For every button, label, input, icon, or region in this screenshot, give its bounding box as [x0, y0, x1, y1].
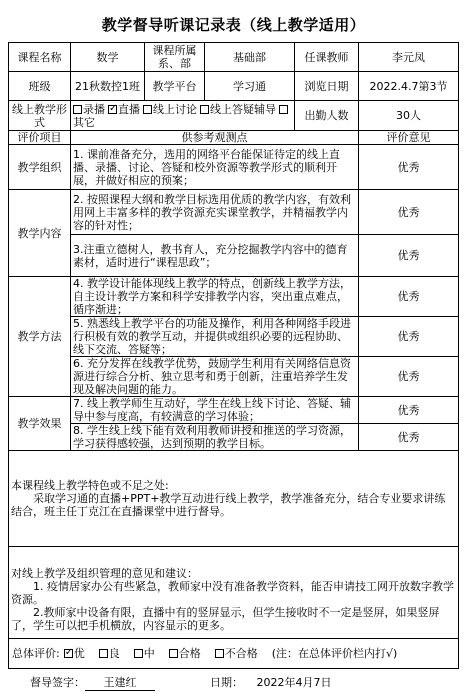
features-text: 采取学习通的直播+PPT+教学互动进行线上教学，教学准备充分，结合专业要求讲练结合，班主任丁克江在直播课堂中进行督导。	[11, 492, 446, 518]
eval-opinion-header: 评价意见	[359, 131, 459, 145]
features-label: 本课程线上教学特色或不足之处:	[11, 479, 169, 492]
eval-grade[interactable]: 优秀	[359, 235, 459, 277]
overall-option-label: 中	[143, 646, 155, 660]
eval-grade[interactable]: 优秀	[359, 145, 459, 190]
overall-option-label: 合格	[178, 646, 201, 660]
checkbox-icon[interactable]	[64, 649, 73, 658]
date-label: 浏览日期	[295, 72, 359, 101]
dept-label: 课程所属系、部	[145, 43, 205, 72]
eval-category: 教学组织	[9, 145, 71, 190]
checkbox-icon[interactable]	[215, 649, 224, 658]
dept-value: 基础部	[205, 43, 295, 72]
class-label: 班级	[9, 72, 71, 101]
eval-item-header: 评价项目	[9, 131, 71, 145]
eval-row	[9, 424, 459, 451]
eval-observation: 3.注重立德树人，教书育人，充分挖掘教学内容中的德育素材，适时进行“课程思政”；	[71, 235, 359, 277]
eval-grade[interactable]: 优秀	[359, 277, 459, 317]
overall-option-label: 不合格	[224, 646, 258, 660]
sign-date-label: 日期：	[210, 676, 243, 689]
course-name-value: 数学	[71, 43, 145, 72]
class-value: 21秋数控1班	[71, 72, 145, 101]
overall-options	[64, 647, 272, 660]
eval-row	[9, 145, 459, 190]
eval-category: 教学方法	[9, 277, 71, 397]
sign-date	[210, 674, 332, 690]
evaluation-form	[8, 42, 459, 669]
checkbox-icon[interactable]	[169, 649, 178, 658]
form-options	[71, 101, 295, 131]
eval-grade[interactable]: 优秀	[359, 357, 459, 397]
supervisor-name[interactable]: 王建红	[85, 674, 155, 691]
eval-observation: 2. 按照课程大纲和教学目标选用优质的教学内容，有效利用网上丰富多样的教学资源充实课堂教学，并精福教学内容的针对性；	[71, 190, 359, 235]
form-label: 线上教学形式	[9, 101, 71, 131]
suggestion-item: 1. 疫情居家办公有些紧急，教师家中没有准备教学资料，能否申请技工网开放数字教学资源。	[11, 580, 454, 606]
overall-option-label: 优	[73, 646, 85, 660]
overall-option[interactable]	[134, 647, 155, 660]
overall-option-label: 良	[108, 646, 120, 660]
eval-row	[9, 397, 459, 424]
features-section	[9, 451, 459, 547]
platform-label: 教学平台	[145, 72, 205, 101]
eval-observation: 7. 线上教学师生互动好，学生在线上线下讨论、答疑、辅导中参与度高，有较满意的学习体验；	[71, 397, 359, 424]
platform-value: 学习通	[205, 72, 295, 101]
eval-ref-header: 供参考观测点	[71, 131, 359, 145]
overall-note: (注：在总体评价栏内打√)	[271, 646, 398, 660]
eval-grade[interactable]: 优秀	[359, 397, 459, 424]
suggestion-item: 2.教师家中设备有限，直播中有的竖屏显示，但学生接收时不一定是竖屏，如果竖屏了，学生可以把手机横放，内容显示的更多。	[11, 606, 440, 632]
attendance-label: 出勤人数	[295, 101, 359, 131]
form-option-label: 直播	[118, 102, 140, 116]
form-option-label: 录播	[83, 102, 105, 116]
eval-observation: 1. 课前准备充分，选用的网络平台能保证待定的线上直播、录播、讨论、答疑和校外资源等教学形式的顺利开展，并做好相应的预案；	[71, 145, 359, 190]
eval-observation: 8. 学生线上线下能有效利用教师讲授和推送的学习资源，学习获得感较强，达到预期的教学目标。	[71, 424, 359, 451]
checkbox-icon[interactable]	[73, 105, 82, 114]
checkbox-icon[interactable]	[99, 649, 108, 658]
eval-observation: 6. 充分发挥在线教学优势，鼓励学生利用有关网络信息资源进行综合分析、独立思考和勇于创新，注重培养学生发现及解决问题的能力。	[71, 357, 359, 397]
checkbox-icon[interactable]	[200, 105, 209, 114]
eval-category: 教学内容	[9, 190, 71, 277]
overall-label: 总体评价:	[12, 646, 60, 660]
form-option-label: 线上答疑辅导	[210, 102, 276, 116]
form-option[interactable]	[200, 103, 276, 116]
eval-row	[9, 317, 459, 357]
checkbox-icon[interactable]	[108, 105, 117, 114]
date-value: 2022.4.7第3节	[359, 72, 459, 101]
checkbox-icon[interactable]	[279, 105, 288, 114]
eval-observation: 5. 熟悉线上教学平台的功能及操作，利用各种网络手段进行积极有效的教学互动，并提供或组织必要的远程协助、线下交流、答疑等；	[71, 317, 359, 357]
checkbox-icon[interactable]	[134, 649, 143, 658]
eval-row	[9, 235, 459, 277]
checkbox-icon[interactable]	[143, 105, 152, 114]
supervisor-signature	[30, 674, 155, 691]
eval-grade[interactable]: 优秀	[359, 317, 459, 357]
overall-option[interactable]	[169, 647, 201, 660]
teacher-label: 任课教师	[295, 43, 359, 72]
form-option[interactable]	[73, 103, 105, 116]
form-option-label: 线上讨论	[153, 102, 197, 116]
attendance-value: 30人	[359, 101, 459, 131]
overall-rating	[9, 639, 459, 669]
overall-option[interactable]	[64, 647, 85, 660]
eval-observation: 4. 教学设计能体现线上教学的特点，创新线上教学方法，自主设计教学方案和科学安排教学内容，突出重点难点，循序渐进；	[71, 277, 359, 317]
suggestions-section	[9, 547, 459, 639]
page-title: 教学督导听课记录表（线上教学适用）	[101, 16, 366, 34]
overall-option[interactable]	[215, 647, 258, 660]
form-option-label: 其它	[73, 115, 95, 129]
form-option[interactable]	[108, 103, 140, 116]
eval-grade[interactable]: 优秀	[359, 424, 459, 451]
eval-grade[interactable]: 优秀	[359, 190, 459, 235]
sign-date-value: 2022年4月7日	[256, 676, 332, 689]
suggestions-label: 对线上教学及组织管理的意见和建议：	[11, 567, 198, 580]
eval-row	[9, 277, 459, 317]
eval-row	[9, 190, 459, 235]
eval-category: 教学效果	[9, 397, 71, 451]
overall-option[interactable]	[99, 647, 120, 660]
course-name-label: 课程名称	[9, 43, 71, 72]
eval-row	[9, 357, 459, 397]
teacher-value: 李元凤	[359, 43, 459, 72]
supervisor-label: 督导签字：	[30, 676, 85, 689]
form-option[interactable]	[143, 103, 197, 116]
